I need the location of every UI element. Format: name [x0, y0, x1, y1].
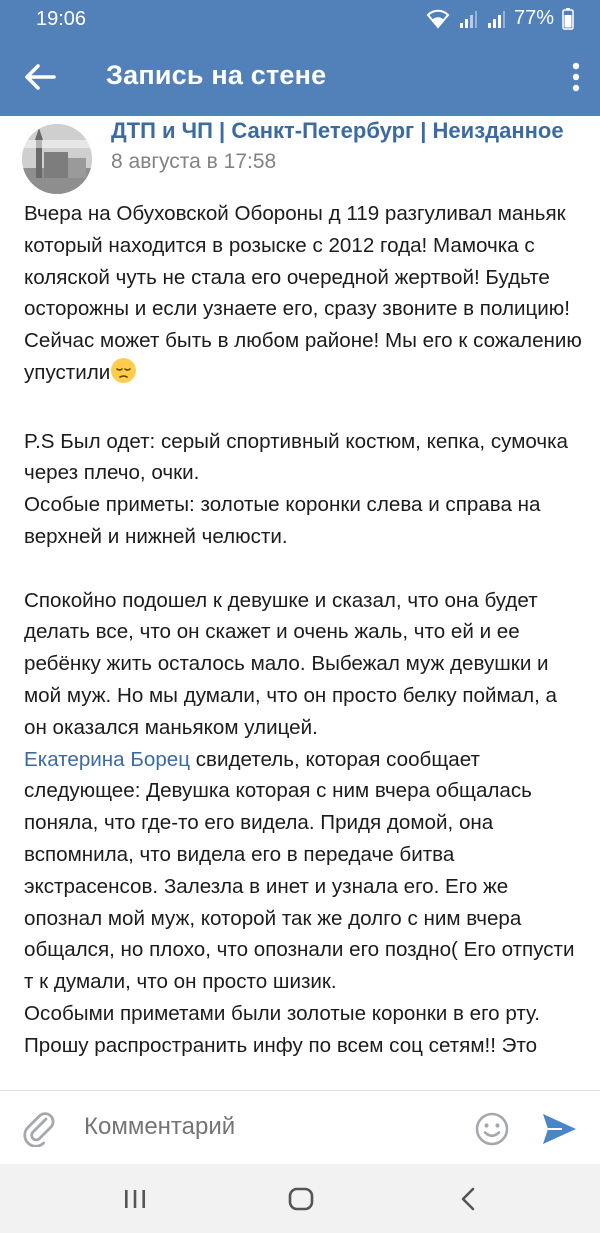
recent-apps-button[interactable] [120, 1184, 150, 1214]
post-date[interactable]: 8 августа в 17:58 [111, 150, 277, 173]
user-mention-link[interactable]: Екатерина Борец [24, 747, 191, 771]
post-paragraph: Особыми приметами были золотые коронки в его рту. [24, 1001, 540, 1025]
wifi-icon [426, 9, 450, 29]
community-logo-icon [22, 124, 92, 194]
send-button[interactable] [540, 1111, 578, 1147]
status-time: 19:06 [36, 8, 87, 30]
post-paragraph: Екатерина Борец свидетель, которая сообщает следующее: Девушка которая с ним вчера общалась поняла, что где-то его видела. Придя домой, она вспомнила, что видела его в передаче битва экстрасенсов. Залезла в инет и узнала его. Его же опознал мой муж, которой так же долго с ним вчера общался, но плохо, что опознали его поздно( Его отпусти т к думали, что он просто шизик. [24, 747, 575, 994]
system-nav-bar [0, 1164, 600, 1233]
attach-button[interactable] [22, 1109, 58, 1147]
back-icon [454, 1184, 484, 1214]
app-toolbar [0, 38, 600, 116]
back-button[interactable] [18, 57, 62, 97]
post-paragraph: Спокойно подошел к девушке и сказал, что она будет делать все, что он скажет и очень жаль, что ей и ее ребёнку жить осталось мало. Выбежал муж девушки и мой муж. Но мы думали, что он просто белку поймал, а он оказался маньяком улицей. [24, 588, 557, 739]
battery-icon [562, 8, 574, 30]
avatar[interactable] [22, 124, 92, 194]
post-text [24, 198, 584, 1062]
home-icon [286, 1184, 316, 1214]
signal-icon [458, 9, 478, 29]
post-paragraph: Прошу распространить инфу по всем соц сетям!! Это [24, 1033, 538, 1057]
post-paragraph: Вчера на Обуховской Обороны д 119 разгуливал маньяк который находится в розыске с 2012 года! Мамочка с коляской чуть не стала его очередной жертвой! Будьте осторожны и если узнаете его, сразу звоните в полицию! Сейчас может быть в любом районе! Мы его к сожалению упустили [24, 198, 584, 394]
battery-level: 77% [513, 7, 554, 29]
send-icon [540, 1111, 578, 1147]
smile-icon [474, 1111, 510, 1147]
pensive-face-emoji [110, 357, 137, 394]
system-back-button[interactable] [454, 1184, 484, 1214]
post-content [0, 116, 600, 1090]
comment-bar [0, 1090, 600, 1165]
status-bar [0, 0, 600, 38]
page-title: Запись на стене [106, 60, 327, 90]
signal-icon [486, 9, 506, 29]
more-button[interactable] [566, 60, 586, 96]
more-vertical-icon [566, 60, 586, 96]
emoji-button[interactable] [474, 1111, 510, 1147]
comment-input[interactable] [84, 1113, 454, 1141]
arrow-left-icon [18, 57, 62, 97]
paperclip-icon [22, 1109, 58, 1147]
recent-apps-icon [120, 1184, 150, 1214]
home-button[interactable] [286, 1184, 316, 1214]
status-icons [426, 7, 574, 30]
community-name[interactable]: ДТП и ЧП | Санкт-Петербург | Неизданное [111, 118, 564, 143]
post-paragraph: Особые приметы: золотые коронки слева и справа на верхней и нижней челюсти. [24, 493, 541, 548]
post-paragraph: P.S Был одет: серый спортивный костюм, кепка, сумочка через плечо, очки. [24, 429, 568, 485]
